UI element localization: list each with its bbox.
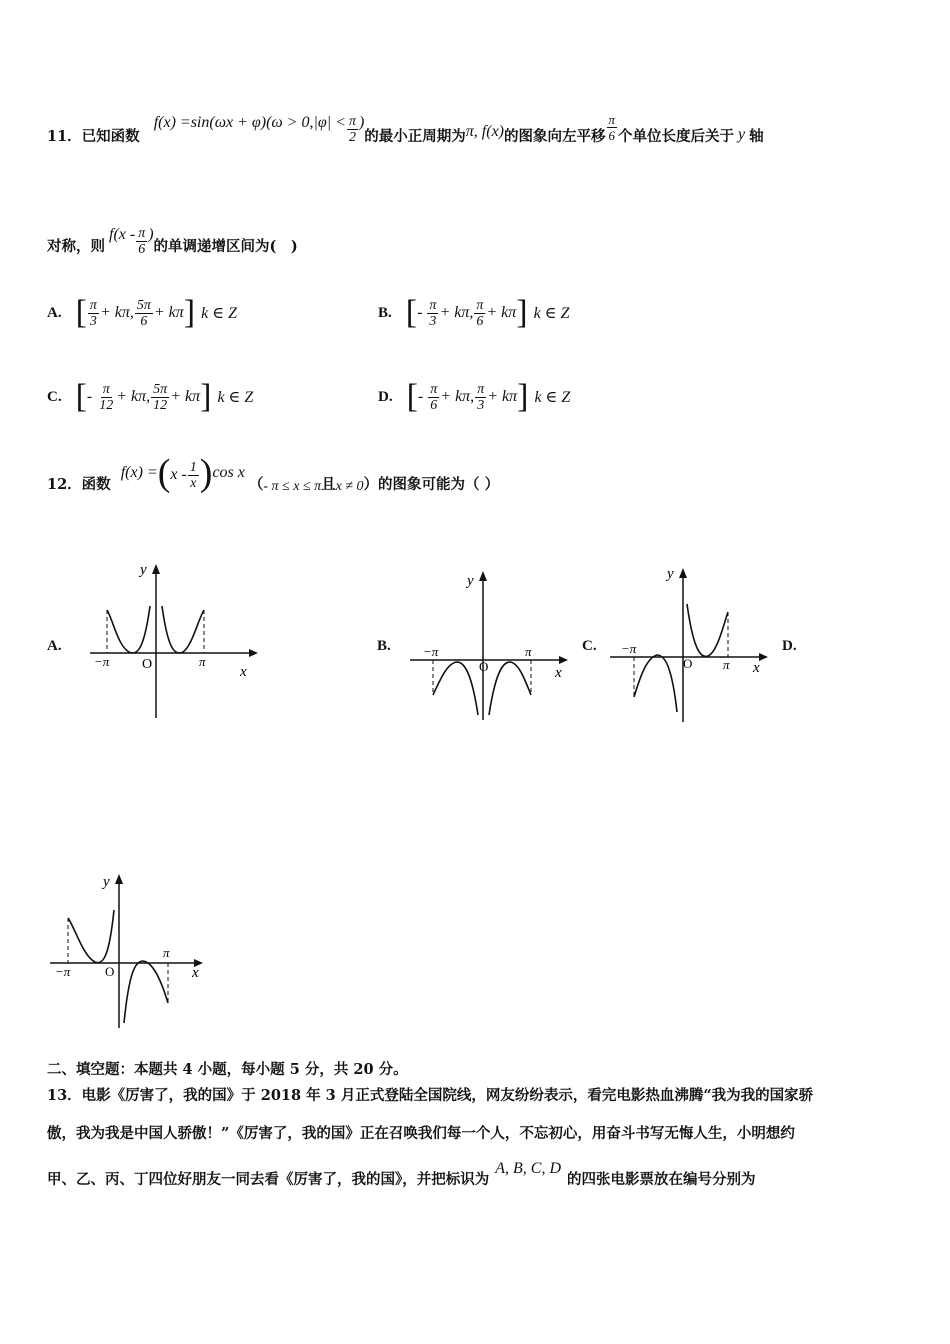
q11-line2-close: ) — [148, 226, 154, 243]
y-label: y — [667, 566, 674, 582]
q11-line2-prefix: 对称，则 — [47, 237, 105, 255]
q12-cond-close: ）的图象可能为（ ） — [363, 475, 500, 493]
q11-text2: 的图象向左平移 — [504, 127, 606, 145]
q11-line2-suffix: 的单调递增区间为( ) — [153, 237, 298, 255]
q11-period: π, f(x) — [465, 123, 504, 140]
q11-stem-line2 — [47, 222, 298, 268]
q11-option-c[interactable]: C. [ - $\frac{\pi}{12}$ + kπ, $\frac{5\pi}{12}$ + kπ ] k ∈ Z — [47, 378, 254, 415]
q12-cos: cos x — [212, 464, 245, 481]
q12-label-a[interactable]: A. — [47, 638, 62, 654]
origin-label: O — [479, 659, 489, 674]
graph-d[interactable] — [45, 868, 220, 1033]
x-axis-arrow — [559, 656, 568, 664]
q12-number: 12．函数 — [47, 475, 111, 493]
option-label: D. — [378, 388, 393, 405]
q11-text1: 的最小正周期为 — [364, 127, 466, 145]
q13-line3 — [47, 1159, 756, 1189]
q11-text4: 轴 — [749, 127, 764, 145]
q13-line2: 傲，我为我是中国人骄傲！”《厉害了，我的国》正在召唤我们每一个人，不忘初心，用奋斗书写无悔人生，小明想约 — [47, 1125, 795, 1142]
q11-shift: $\frac{\pi}{6}$ — [608, 111, 616, 143]
pi-label: π — [723, 657, 730, 672]
curve-left — [433, 662, 478, 715]
curve-right — [124, 961, 168, 1023]
option-label: A. — [47, 304, 62, 321]
neg-pi-label: −π — [55, 964, 71, 979]
q11-text3: 个单位长度后关于 — [618, 127, 735, 145]
q12-and: 且 — [321, 475, 336, 493]
pi-label: π — [525, 644, 532, 659]
q11-option-a[interactable]: A. [ $\frac{\pi}{3}$ + kπ, $\frac{5\pi}{6}$ + kπ ] k ∈ Z — [47, 294, 237, 331]
q12-label-d[interactable]: D. — [782, 638, 797, 654]
pi-label: π — [199, 654, 206, 669]
q12-one-over-x: $\frac{1}{x}$ — [189, 459, 197, 491]
origin-label: O — [142, 657, 153, 672]
q12-condition: - π ≤ x ≤ π — [263, 479, 322, 494]
x-label: x — [555, 665, 562, 681]
q11-function: f(x) =sin(ωx + φ)(ω > 0,|φ| < — [153, 114, 346, 131]
pi-label: π — [163, 945, 170, 960]
curve-right — [489, 662, 531, 715]
q13-line3b: 的四张电影票放在编号分别为 — [567, 1171, 756, 1188]
y-axis-arrow — [115, 874, 123, 884]
q12-condition2: x ≠ 0 — [335, 479, 364, 494]
curve-left — [107, 606, 150, 653]
q11-stem-line1 — [47, 110, 764, 160]
y-axis-arrow — [479, 571, 487, 581]
q12-func-left: f(x) = — [120, 464, 158, 481]
neg-pi-label: −π — [621, 641, 637, 656]
x-label: x — [192, 965, 199, 981]
q13-abcd: A, B, C, D — [495, 1159, 562, 1177]
q11-close-paren: ) — [358, 114, 365, 131]
x-label: x — [753, 660, 760, 676]
q13-line1: 13．电影《厉害了，我的国》于 2018 年 3 月正式登陆全国院线，网友纷纷表示，看完电影热血沸腾“我为我的国家骄 — [47, 1087, 814, 1104]
q11-number: 11．已知函数 — [47, 127, 140, 145]
graph-b[interactable] — [405, 565, 580, 725]
q11-line2-func: f(x - — [109, 226, 136, 243]
q12-label-c[interactable]: C. — [582, 638, 597, 654]
x-axis-arrow — [759, 653, 768, 661]
curve-left — [68, 910, 114, 963]
q12-cond-open: （ — [248, 475, 264, 493]
neg-pi-label: −π — [423, 644, 439, 659]
y-label: y — [103, 874, 110, 890]
q12-label-b[interactable]: B. — [377, 638, 391, 654]
q11-option-d[interactable]: D. [ - $\frac{\pi}{6}$ + kπ, $\frac{\pi}{3}$ + kπ ] k ∈ Z — [378, 378, 571, 415]
y-axis-arrow — [152, 564, 160, 574]
option-label: C. — [47, 388, 62, 405]
origin-label: O — [683, 656, 693, 671]
y-axis-arrow — [679, 568, 687, 578]
q13-line3a: 甲、乙、丙、丁四位好朋友一同去看《厉害了，我的国》，并把标识为 — [47, 1171, 490, 1188]
q11-line2-frac: $\frac{\pi}{6}$ — [138, 225, 146, 257]
y-label: y — [140, 562, 147, 578]
curve-left — [634, 655, 677, 712]
graph-c[interactable] — [605, 562, 780, 727]
origin-label: O — [105, 964, 115, 979]
section2-heading: 二、填空题：本题共 4 小题，每小题 5 分，共 20 分。 — [47, 1061, 408, 1078]
graph-a[interactable] — [80, 558, 270, 723]
q11-yvar: y — [738, 126, 746, 143]
q11-option-b[interactable]: B. [ - $\frac{\pi}{3}$ + kπ, $\frac{\pi}{6}$ + kπ ] k ∈ Z — [378, 294, 570, 331]
q12-x-minus: x - — [170, 466, 187, 483]
x-label: x — [240, 664, 247, 680]
neg-pi-label: −π — [94, 654, 110, 669]
q12-stem: 12．函数 f(x) = ( x - $\frac{1}{x}$ ) cos x （ - π ≤ x ≤ π 且 x ≠ 0 ）的图象可能为（ ） — [47, 452, 500, 494]
y-label: y — [467, 573, 474, 589]
q11-phi-bound: $\frac{\pi}{2}$ — [348, 113, 356, 145]
x-axis-arrow — [249, 649, 258, 657]
curve-right — [162, 606, 204, 653]
curve-right — [687, 604, 728, 656]
option-label: B. — [378, 304, 392, 321]
